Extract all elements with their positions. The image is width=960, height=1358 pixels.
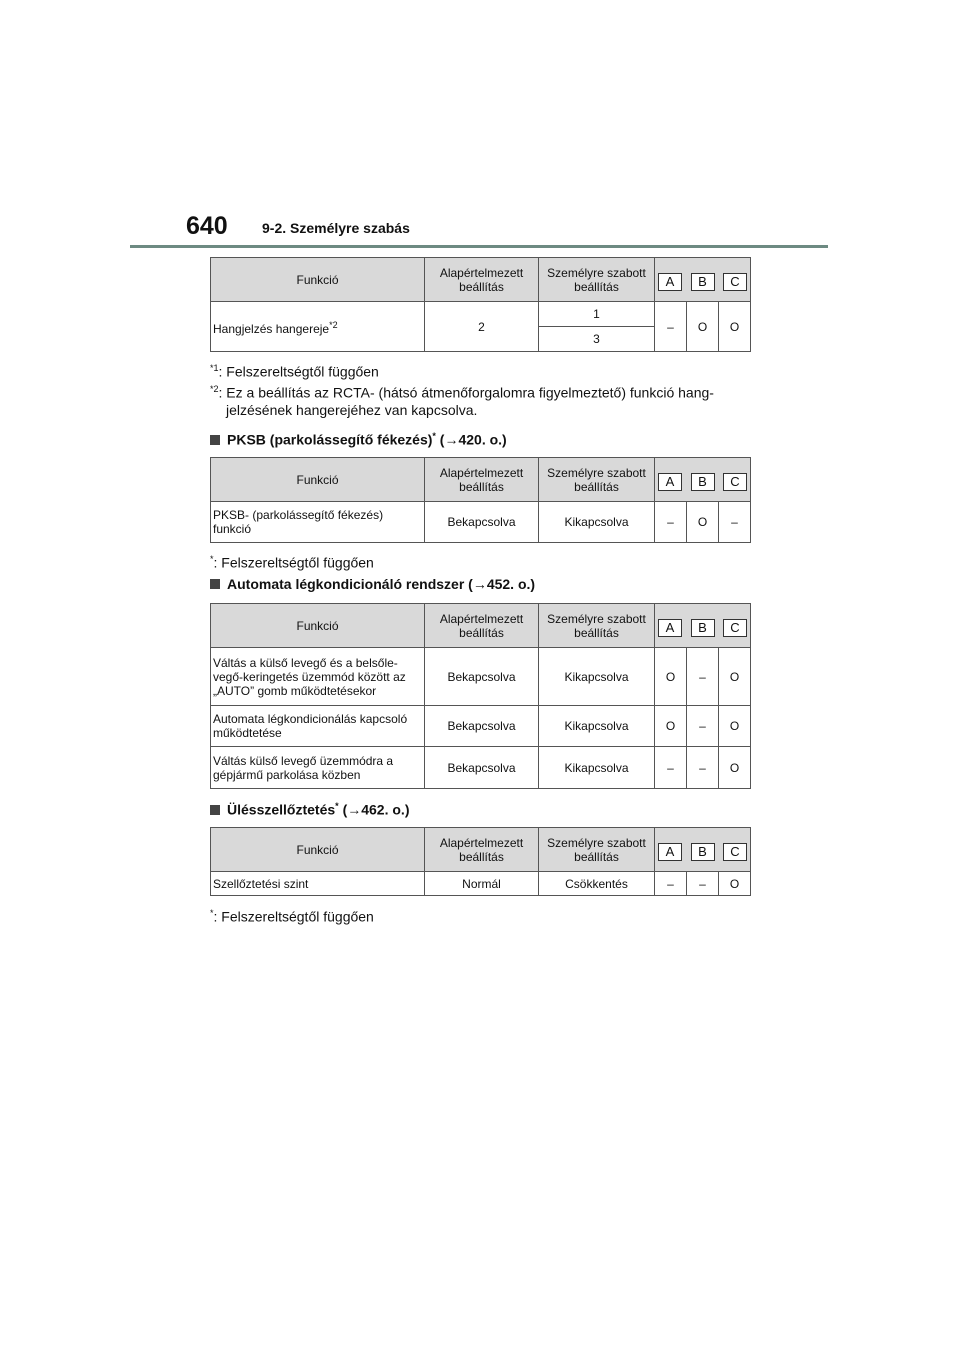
cell-function: Automata légkondicionálás kapcsoló működtetése [211,706,425,747]
section-heading-seat: Ülésszellőztetés* (→462. o.) [210,801,409,818]
cell-c: O [719,872,751,896]
table-header-row [211,458,751,502]
header-default: Alapértelmezett beállítás [425,458,539,502]
section-heading-ac: Automata légkondicionáló rendszer (→452. o.) [210,576,535,592]
header-default: Alapértelmezett beállítás [425,828,539,872]
cell-custom: Csökkentés [539,872,655,896]
table-header-row [211,604,751,648]
bullet-icon [210,579,220,589]
cell-function: Váltás külső levegő üzemmódra a gépjármű parkolása közben [211,747,425,789]
box-b: B [691,473,715,491]
header-funkcio: Funkció [211,604,425,648]
cell-b: O [687,502,719,543]
cell-default: Bekapcsolva [425,706,539,747]
box-a: A [658,473,682,491]
header-abc [655,828,751,872]
cell-a: – [655,747,687,789]
header-abc [655,258,751,302]
cell-function: Szellőztetési szint [211,872,425,896]
cell-default: Bekapcsolva [425,747,539,789]
footnote-pksb: *: Felszereltségtől függően [210,554,374,571]
cell-c: O [719,747,751,789]
section-heading-pksb: PKSB (parkolássegítő fékezés)* (→420. o.) [210,431,507,448]
box-a: A [658,273,682,291]
bullet-icon [210,435,220,445]
box-a: A [658,619,682,637]
table-seat-ventilation [210,827,751,896]
header-funkcio: Funkció [211,258,425,302]
table-row [211,502,751,543]
cell-c: O [719,648,751,706]
cell-custom: 3 [539,327,655,352]
cell-c: O [719,706,751,747]
cell-custom: Kikapcsolva [539,502,655,543]
box-b: B [691,843,715,861]
table-row [211,872,751,896]
box-c: C [723,273,747,291]
table-header-row [211,828,751,872]
cell-function: Hangjelzés hangereje$^{*2}$ [211,302,425,352]
cell-default: Normál [425,872,539,896]
header-funkcio: Funkció [211,458,425,502]
box-c: C [723,473,747,491]
header-abc [655,604,751,648]
table-row [211,747,751,789]
cell-custom: Kikapcsolva [539,706,655,747]
cell-c: O [719,302,751,352]
box-a: A [658,843,682,861]
cell-a: – [655,502,687,543]
table-row [211,706,751,747]
cell-a: – [655,302,687,352]
cell-custom: 1 [539,302,655,327]
header-custom: Személyre szabott beállítás [539,258,655,302]
cell-custom: Kikapcsolva [539,648,655,706]
header-custom: Személyre szabott beállítás [539,604,655,648]
header-rule [130,245,828,248]
header-default: Alapértelmezett beállítás [425,258,539,302]
cell-c: – [719,502,751,543]
table-ac [210,603,751,789]
box-c: C [723,843,747,861]
header-funkcio: Funkció [211,828,425,872]
box-b: B [691,619,715,637]
table-row [211,648,751,706]
footnote-seat: *: Felszereltségtől függően [210,908,374,925]
header-abc [655,458,751,502]
cell-custom: Kikapcsolva [539,747,655,789]
cell-default: Bekapcsolva [425,648,539,706]
header-custom: Személyre szabott beállítás [539,458,655,502]
cell-default: 2 [425,302,539,352]
cell-a: – [655,872,687,896]
cell-b: O [687,302,719,352]
footnote-2-cont: jelzésének hangerejéhez van kapcsolva. [226,402,478,418]
header-custom: Személyre szabott beállítás [539,828,655,872]
cell-function: Váltás a külső levegő és a belsőle-vegő-keringetés üzemmód között az „AUTO” gomb működtetésekor [211,648,425,706]
section-title: 9-2. Személyre szabás [262,220,410,236]
cell-default: Bekapcsolva [425,502,539,543]
table-volume [210,257,751,352]
table-pksb [210,457,751,543]
page-number: 640 [186,212,228,240]
cell-a: O [655,648,687,706]
footnote-2: $^{*2}$: Ez a beállítás az RCTA- (hátsó átmenőforgalomra figyelmeztető) funkció hang- [210,384,714,401]
cell-b: – [687,747,719,789]
bullet-icon [210,805,220,815]
cell-b: – [687,706,719,747]
cell-a: O [655,706,687,747]
box-b: B [691,273,715,291]
header-default: Alapértelmezett beállítás [425,604,539,648]
cell-b: – [687,648,719,706]
cell-b: – [687,872,719,896]
table-header-row [211,258,751,302]
table-row [211,302,751,327]
footnote-1: $^{*1}$: Felszereltségtől függően [210,363,379,380]
box-c: C [723,619,747,637]
cell-function: PKSB- (parkolássegítő fékezés) funkció [211,502,425,543]
